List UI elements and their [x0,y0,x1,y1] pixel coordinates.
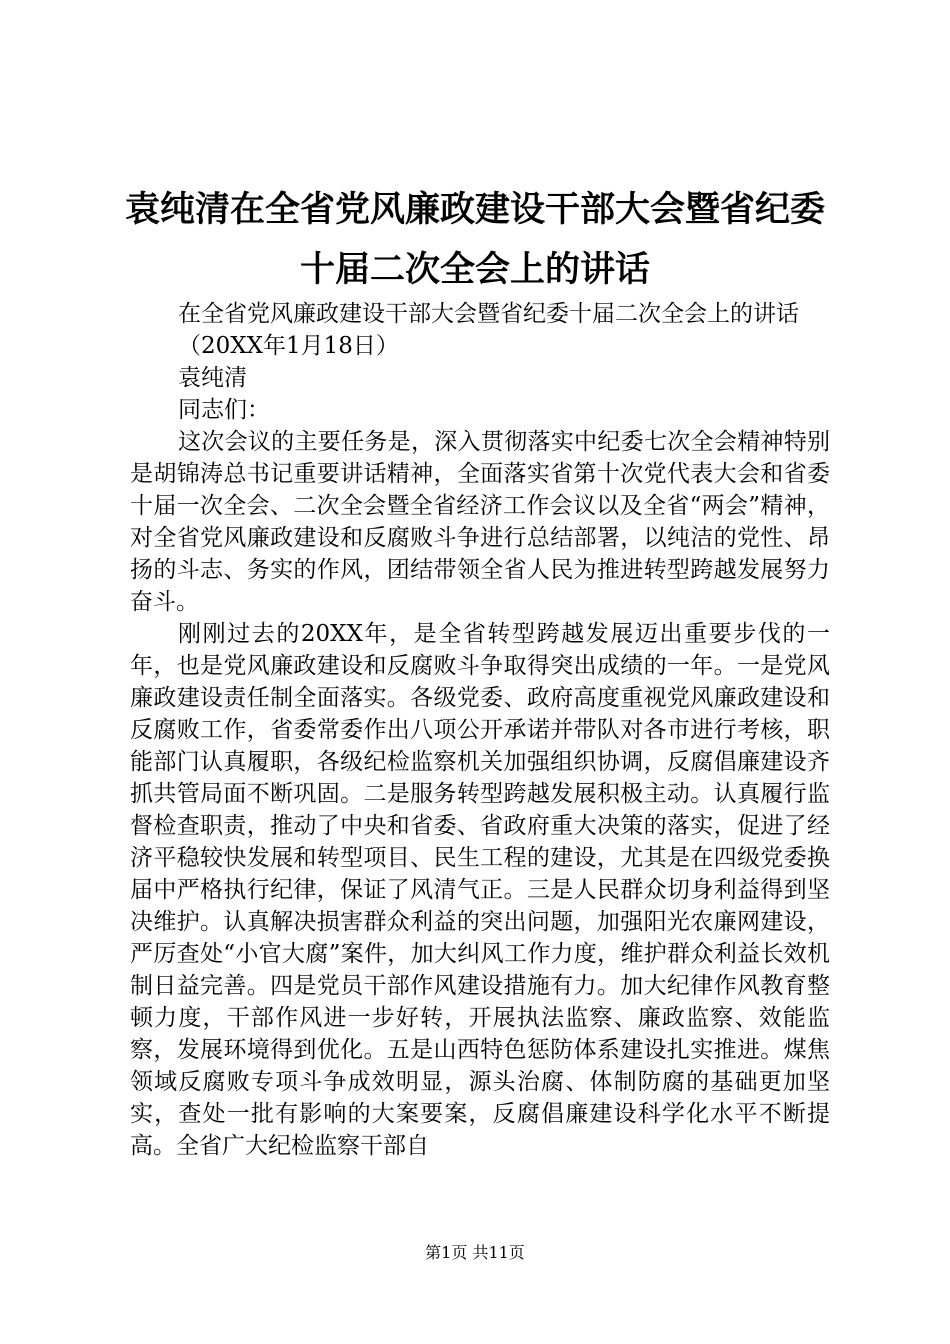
paragraph-salutation: 同志们： [178,397,270,423]
page-footer: 第1页 共11页 [425,1243,525,1262]
title-line-1: 袁纯清在全省党风廉政建设干部大会暨省纪委 [124,190,825,230]
title-line-2: 十届二次全会上的讲话 [299,250,650,290]
paragraph-body-2: 刚刚过去的20XX年，是全省转型跨越发展迈出重要步伐的一年，也是党风廉政建设和反腐败斗争取得突出成绩的一年。一是党风廉政建设责任制全面落实。各级党委、政府高度重视党风廉政建设和反腐败工作，省委常委作出八项公开承诺并带队对各市进行考核，职能部门认真履职，各级纪检监察机关加强组织协调，反腐倡廉建设齐抓共管局面不断巩固。二是服务转型跨越发展积极主动。认真履行监督检查职责，推动了中央和省委、省政府重大决策的落实，促进了经济平稳较快发展和转型项目、民生工程的建设，尤其是在四级党委换届中严格执行纪律，保证了风清气正。三是人民群众切身利益得到坚决维护。认真解决损害群众利益的突出问题，加强阳光农廉网建设，严厉查处“小官大腐”案件，加大纠风工作力度，维护群众利益长效机制日益完善。四是党员干部作风建设措施有力。加大纪律作风教育整顿力度，干部作风进一步好转，开展执法监察、廉政监察、效能监察，发展环境得到优化。五是山西特色惩防体系建设扎实推进。煤焦领域反腐败专项斗争成效明显，源头治腐、体制防腐的基础更加坚实，查处一批有影响的大案要案，反腐倡廉建设科学化水平不断提高。全省广大纪检监察干部自 [130,621,830,1159]
paragraph-author: 袁纯清 [178,365,247,391]
document-title [100,180,850,300]
paragraph-body-1: 这次会议的主要任务是，深入贯彻落实中纪委七次全会精神特别是胡锦涛总书记重要讲话精神，全面落实省第十次党代表大会和省委十届一次全会、二次全会暨全省经济工作会议以及全省“两会”精神，对全省党风廉政建设和反腐败斗争进行总结部署，以纯洁的党性、昂扬的斗志、务实的作风，团结带领全省人民为推进转型跨越发展努力奋斗。 [130,429,830,615]
paragraph-date: （20XX年1月18日） [178,333,399,359]
document-body [130,298,830,1162]
paragraph-subtitle: 在全省党风廉政建设干部大会暨省纪委十届二次全会上的讲话 [178,301,799,327]
